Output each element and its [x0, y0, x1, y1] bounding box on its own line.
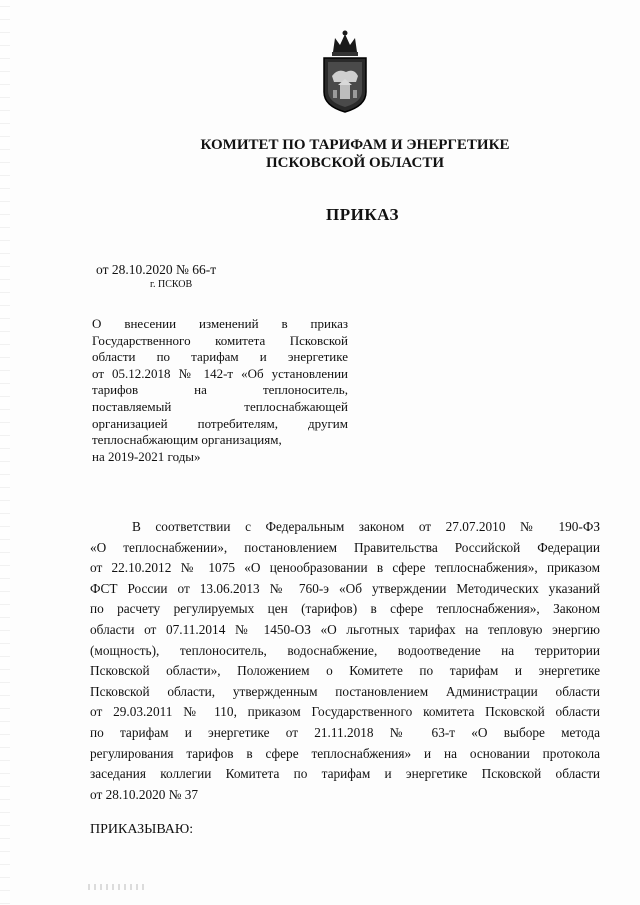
- organization-name: [0, 136, 640, 172]
- date-number: от 28.10.2020 № 66-т: [96, 262, 217, 277]
- body-line: регулирования тарифов в сфере теплоснабжения» и на основании протокола: [90, 745, 600, 761]
- body-line: заседания коллегии Комитета по тарифам и энергетике Псковской области: [90, 766, 600, 782]
- body-line: Псковской области, утвержденным постановлением Администрации области: [90, 683, 600, 699]
- body-line: «О теплоснабжении», постановлением Правительства Российской Федерации: [90, 539, 600, 555]
- order-body: [90, 517, 600, 805]
- body-line: от 28.10.2020 № 37: [90, 786, 199, 802]
- body-line: области от 07.11.2014 № 1450-ОЗ «О льготных тарифах на тепловую энергию: [90, 621, 600, 637]
- coat-of-arms-icon: [318, 30, 372, 114]
- subject-line: Государственного комитета Псковской: [92, 332, 348, 348]
- body-line: от 29.03.2011 № 110, приказом Государственного комитета Псковской области: [90, 704, 600, 720]
- city-label: г. ПСКОВ: [150, 279, 193, 290]
- org-line-1: КОМИТЕТ ПО ТАРИФАМ И ЭНЕРГЕТИКЕ: [200, 137, 510, 153]
- subject-line: на 2019-2021 годы»: [92, 448, 201, 464]
- order-subject: [92, 316, 348, 465]
- body-line: ФСТ России от 13.06.2013 № 760-э «Об утверждении Методических указаний: [90, 580, 600, 596]
- document-title: ПРИКАЗ: [326, 205, 399, 224]
- body-line: по расчету регулируемых цен (тарифов) в сфере теплоснабжения», Законом: [90, 601, 600, 617]
- subject-line: от 05.12.2018 № 142-т «Об установлении: [92, 365, 348, 381]
- subject-line: О внесении изменений в приказ: [92, 316, 348, 331]
- subject-line: тарифов на теплоноситель,: [92, 382, 348, 398]
- body-line: от 22.10.2012 № 1075 «О ценообразовании в сфере теплоснабжения», приказом: [90, 560, 600, 576]
- subject-line: поставляемый теплоснабжающей: [92, 398, 348, 414]
- body-line: (мощность), теплоноситель, водоснабжение, водоотведение на территории: [90, 642, 600, 658]
- body-line: по тарифам и энергетике от 21.11.2018 № 63-т «О выборе метода: [90, 724, 600, 740]
- org-line-2: ПСКОВСКОЙ ОБЛАСТИ: [265, 155, 445, 171]
- body-line: В соответствии с Федеральным законом от 27.07.2010 № 190-ФЗ: [132, 519, 600, 534]
- subject-line: организацией потребителям, другим: [92, 415, 348, 431]
- scan-noise: [88, 884, 148, 890]
- body-line: Псковской области», Положением о Комитете по тарифам и энергетике: [90, 663, 600, 679]
- subject-line: теплоснабжающим организациям,: [92, 432, 282, 448]
- subject-line: области по тарифам и энергетике: [92, 349, 348, 365]
- order-command: ПРИКАЗЫВАЮ:: [90, 822, 194, 837]
